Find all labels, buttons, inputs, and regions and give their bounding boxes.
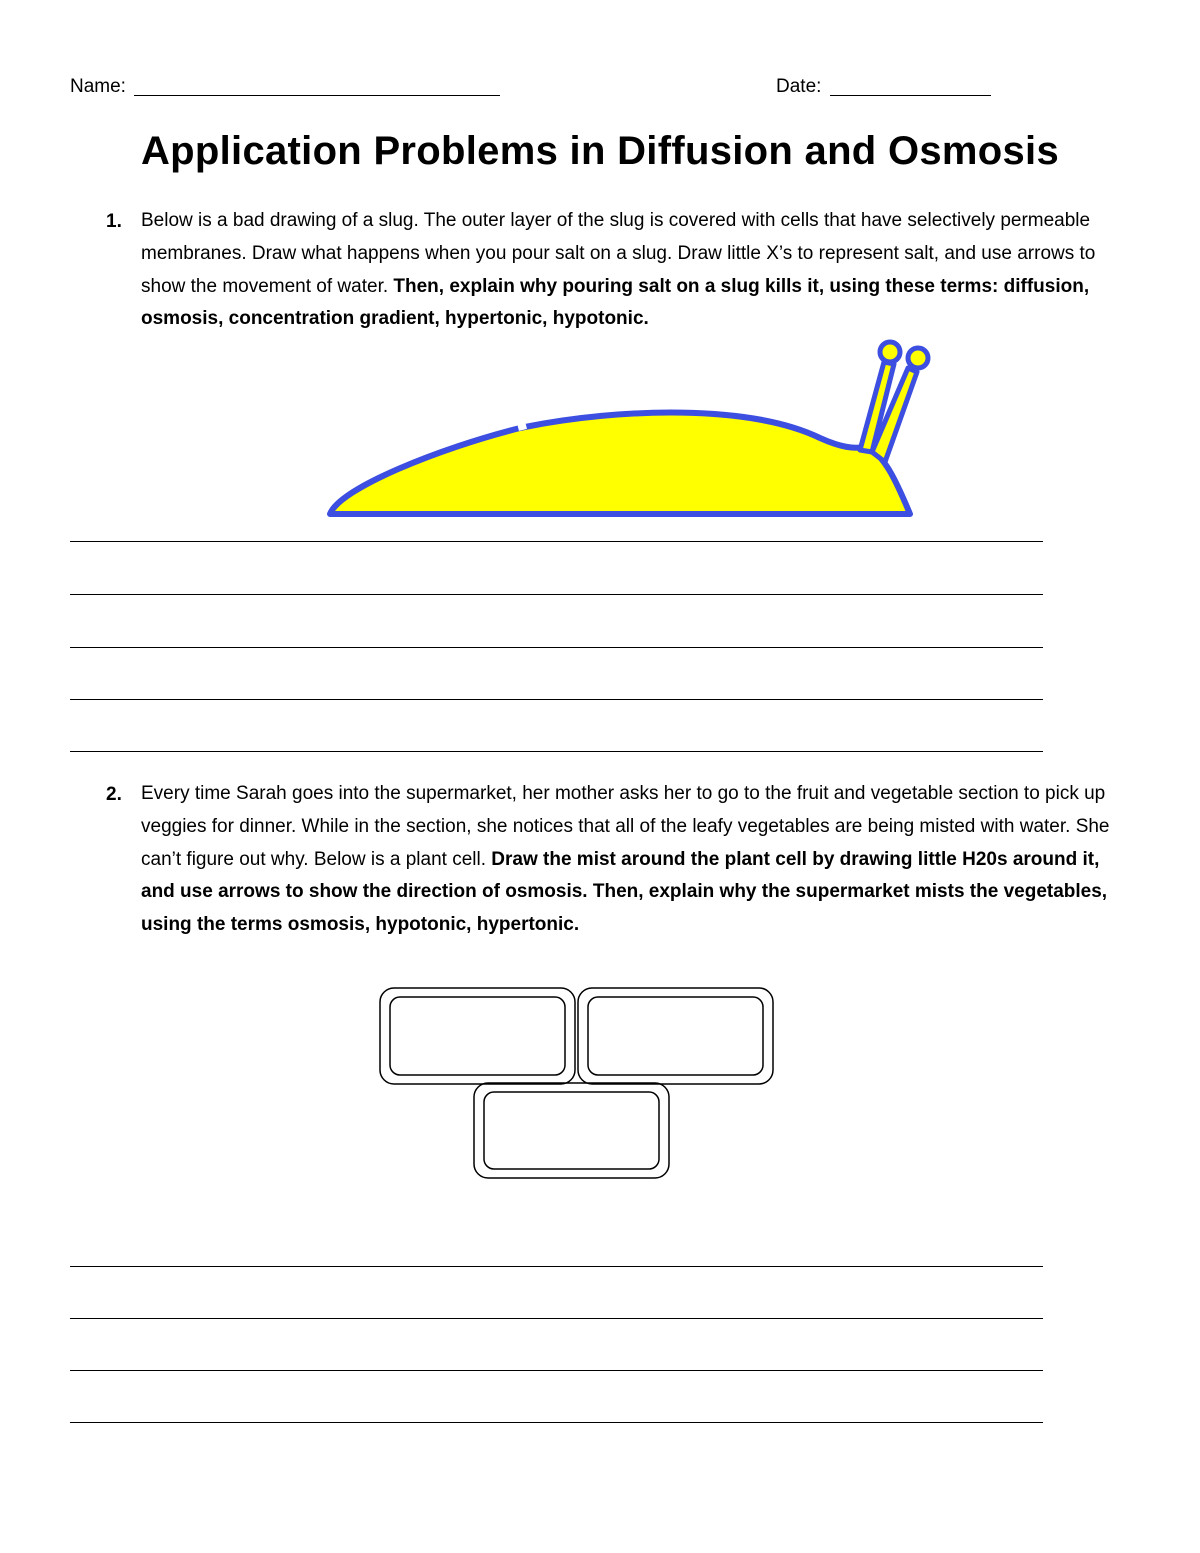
plant-cells-drawing <box>378 985 778 1185</box>
slug-eyestalk-right <box>908 348 928 368</box>
question-2-instructions: Every time Sarah goes into the supermarket, her mother asks her to go to the fruit and vegetable section to pick up veggies for dinner. While in the section, she notices that all of the leafy vegetables are being misted with water. She can’t figure out why. Below is a plant cell. <box>141 783 1110 870</box>
page-title: Application Problems in Diffusion and Osmosis <box>140 129 1060 173</box>
plant-cell <box>578 988 773 1084</box>
answer-line[interactable] <box>70 751 1043 752</box>
question-1-instructions: Below is a bad drawing of a slug. The outer layer of the slug is covered with cells that have selectively permeable membranes. Draw what happens when you pour salt on a slug. Draw little X’s to represent salt, and use arrows to show the movement of water. <box>141 210 1096 297</box>
answer-line[interactable] <box>70 1370 1043 1371</box>
answer-line[interactable] <box>70 594 1043 595</box>
question-1-text <box>141 205 1131 336</box>
answer-line[interactable] <box>70 1266 1043 1267</box>
name-field[interactable] <box>134 77 500 96</box>
slug-body <box>330 413 910 514</box>
date-label: Date: <box>776 76 822 97</box>
answer-line[interactable] <box>70 1422 1043 1423</box>
question-1-prompt: Then, explain why pouring salt on a slug kills it, using these terms: diffusion, osmosis, concentration gradient, hypertonic, hypotonic. <box>141 275 1090 330</box>
question-1-number: 1. <box>106 211 122 232</box>
date-field[interactable] <box>830 77 991 96</box>
answer-line[interactable] <box>70 699 1043 700</box>
plant-cell <box>474 1083 669 1178</box>
question-2-text <box>141 778 1116 942</box>
question-2-number: 2. <box>106 784 122 805</box>
answer-line[interactable] <box>70 1318 1043 1319</box>
answer-line[interactable] <box>70 647 1043 648</box>
question-2-prompt: Draw the mist around the plant cell by drawing little H20s around it, and use arrows to show the direction of osmosis. Then, explain why the supermarket mists the vegetables, using the terms osmosis, hypotonic, hypertonic. <box>141 848 1108 936</box>
answer-line[interactable] <box>70 541 1043 542</box>
name-label: Name: <box>70 76 126 97</box>
plant-cell <box>380 988 575 1084</box>
slug-drawing <box>320 338 940 528</box>
slug-eyestalk-left <box>880 342 900 362</box>
